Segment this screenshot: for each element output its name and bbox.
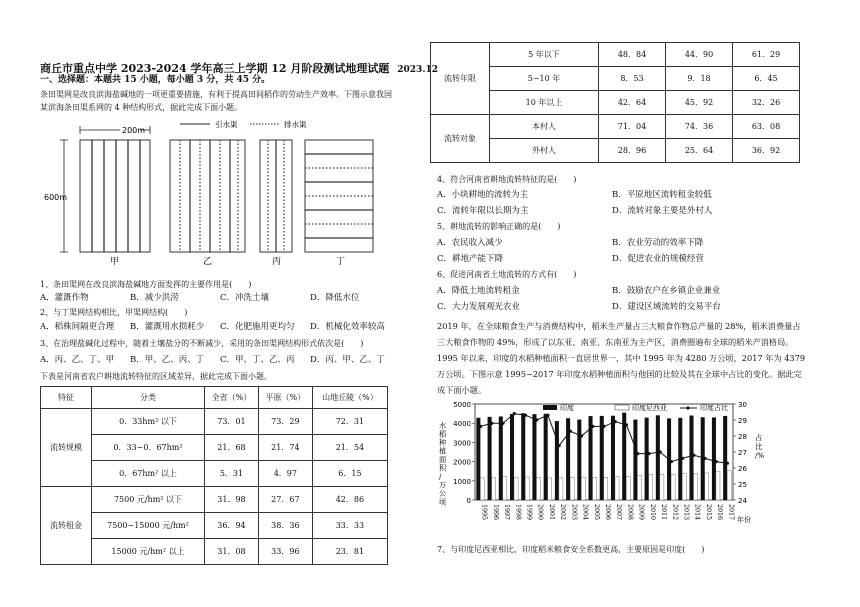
x-tick-label: 1999 bbox=[525, 504, 533, 521]
x-tick-label: 1996 bbox=[491, 504, 499, 521]
y-axis-label-char: / bbox=[439, 472, 442, 481]
q2-option-d[interactable]: D．机械化效率较高 bbox=[310, 322, 385, 332]
x-tick-label: 2003 bbox=[570, 504, 578, 521]
bar-india bbox=[476, 418, 480, 500]
scale-200m bbox=[80, 126, 150, 135]
cell: 42．86 bbox=[312, 487, 387, 513]
cell: 本村人 bbox=[490, 115, 599, 139]
label-bing: 丙 bbox=[272, 257, 282, 267]
x-tick-label: 2007 bbox=[615, 504, 623, 521]
x-tick-label: 1997 bbox=[503, 504, 511, 521]
q5-option-d[interactable]: D．促进农业的规模经营 bbox=[612, 254, 704, 264]
point-india-share bbox=[647, 452, 650, 455]
label-ding: 丁 bbox=[336, 257, 346, 267]
point-india-share bbox=[501, 422, 504, 425]
point-india-share bbox=[670, 460, 673, 463]
question-7: 7、与印度尼西亚相比，印度稻米粮食安全系数更高，主要原因是印度( ) bbox=[437, 545, 705, 554]
q1-option-c[interactable]: C．冲洗土壤 bbox=[220, 293, 270, 303]
x-tick-label: 2010 bbox=[648, 504, 656, 521]
cell: 73．01 bbox=[205, 409, 259, 435]
point-india-share bbox=[602, 425, 605, 428]
y2-tick-label: 24 bbox=[738, 497, 747, 505]
q1-option-d[interactable]: D．降低水位 bbox=[310, 293, 360, 303]
title-text: 商丘市重点中学 2023-2024 学年高三上学期 12 月阶段测试地理试题 bbox=[40, 62, 390, 75]
bar-india bbox=[488, 417, 492, 500]
cell: 31．98 bbox=[205, 487, 259, 513]
legend-swatch-india bbox=[543, 405, 557, 410]
legend-irrigation-label: 引水渠 bbox=[215, 120, 238, 129]
y-axis-label-char: 公 bbox=[439, 489, 447, 498]
table-row bbox=[41, 435, 388, 461]
x-tick-label: 2011 bbox=[660, 504, 668, 521]
legend-label-indonesia: 印度尼西亚 bbox=[632, 404, 667, 412]
passage-line-2: 三大粮食作物的 49%，形成了以东亚、南亚、东南亚为主产区，消费圈遍布全球的稻米产消格局。 bbox=[437, 337, 794, 347]
point-india-share bbox=[625, 423, 628, 426]
bar-indonesia bbox=[615, 477, 619, 500]
cell: 9．18 bbox=[666, 67, 733, 91]
y2-axis-label-char: 占 bbox=[755, 433, 763, 442]
y-tick-label: 2000 bbox=[453, 458, 471, 467]
table-row bbox=[41, 461, 388, 487]
point-india-share bbox=[614, 420, 617, 423]
x-tick-label: 2012 bbox=[671, 504, 679, 521]
question-6: 6、促进河南省土地流转的方式有( ) bbox=[437, 270, 577, 279]
y-axis-label-char: 万 bbox=[439, 480, 447, 490]
bar-indonesia bbox=[492, 478, 496, 500]
table-row bbox=[41, 539, 388, 565]
bar-indonesia bbox=[682, 474, 686, 500]
land-transfer-table-left bbox=[40, 386, 388, 565]
point-india-share bbox=[479, 425, 482, 428]
q4-option-b[interactable]: B．平原地区流转租金较低 bbox=[612, 190, 712, 200]
bar-indonesia bbox=[671, 474, 675, 500]
y-axis-label-char: 植 bbox=[439, 446, 447, 456]
section-heading: 一、选择题：本题共 15 小题，每小题 3 分，共 45 分。 bbox=[40, 75, 271, 85]
bar-india bbox=[510, 414, 514, 500]
title-date: 2023.12 bbox=[397, 65, 438, 75]
legend-label-share: 印度占比 bbox=[700, 404, 728, 412]
cell: 33．96 bbox=[258, 539, 312, 565]
label-jia: 甲 bbox=[110, 257, 120, 267]
q2-option-a[interactable]: A．稻株间隔更合理 bbox=[40, 322, 115, 332]
cell: 31．08 bbox=[205, 539, 259, 565]
y-tick-label: 3000 bbox=[453, 439, 471, 448]
cell: 0．33hm² 以下 bbox=[92, 409, 205, 435]
cell: 48．84 bbox=[599, 43, 666, 67]
passage-line-3: 1995 年以来，印度的水稻种植面积一直居世界一，其中 1995 年为 4280 万公顷，2017 年为 4379 bbox=[437, 353, 806, 363]
y-tick-label: 0 bbox=[466, 497, 471, 505]
x-tick-label: 2005 bbox=[592, 504, 600, 521]
bar-india bbox=[645, 418, 649, 500]
y2-tick-label: 26 bbox=[738, 465, 747, 473]
y2-tick-label: 29 bbox=[738, 417, 747, 425]
q6-option-a[interactable]: A．降低土地流转租金 bbox=[437, 286, 520, 296]
point-india-share bbox=[490, 422, 493, 425]
question-2: 2、与丁渠网结构相比，甲渠网结构( ) bbox=[40, 308, 188, 317]
land-transfer-table-right bbox=[430, 42, 800, 163]
rice-area-chart bbox=[437, 398, 777, 540]
cell: 15000 元/hm² 以上 bbox=[92, 539, 205, 565]
y-axis-label-char: 积 bbox=[439, 463, 447, 473]
cell: 63．08 bbox=[733, 115, 800, 139]
cell: 44．90 bbox=[666, 43, 733, 67]
cell: 6．45 bbox=[733, 67, 800, 91]
group-name: 流转规模 bbox=[41, 409, 92, 487]
cell: 4．97 bbox=[258, 461, 312, 487]
point-india-share bbox=[692, 454, 695, 457]
question-3: 3、在治理盐碱化过程中，随着土壤盐分的不断减少，采用的条田渠网结构形式依次是( ) bbox=[40, 339, 364, 348]
q2-option-c[interactable]: C．化肥施用更均匀 bbox=[220, 322, 295, 332]
point-india-share bbox=[703, 457, 706, 460]
x-tick-label: 1995 bbox=[480, 504, 488, 521]
cell: 外村人 bbox=[490, 139, 599, 163]
x-tick-label: 2004 bbox=[581, 504, 589, 521]
legend-swatch-indonesia bbox=[615, 405, 629, 410]
q3-option-b[interactable]: B．甲、乙、丙、丁 bbox=[130, 355, 205, 365]
passage-line-5: 成下面小题。 bbox=[437, 385, 487, 395]
cell: 0．33~0．67hm² bbox=[92, 435, 205, 461]
point-india-share bbox=[726, 462, 729, 465]
bar-indonesia bbox=[480, 478, 484, 500]
bar-india bbox=[611, 416, 615, 500]
canal-network-diagram bbox=[40, 118, 380, 268]
table-row bbox=[41, 487, 388, 513]
bar-indonesia bbox=[727, 471, 731, 500]
bar-indonesia bbox=[570, 477, 574, 500]
bar-indonesia bbox=[525, 477, 529, 500]
q3-option-c[interactable]: C．甲、丁、乙、丙 bbox=[220, 355, 295, 365]
label-yi: 乙 bbox=[203, 257, 213, 267]
x-tick-label: 2001 bbox=[547, 504, 555, 521]
q5-option-b[interactable]: B．农业劳动的效率下降 bbox=[612, 238, 704, 248]
intro-line-1: 条田渠网是改良滨海盐碱地的一项更重要措施，有利于提高田间稻作的劳动生产效率。下图示意我国 bbox=[40, 90, 392, 99]
legend-drainage bbox=[250, 119, 307, 129]
y2-axis-label-char: 比 bbox=[755, 442, 763, 451]
cell: 8．53 bbox=[599, 67, 666, 91]
cell: 32．26 bbox=[733, 91, 800, 115]
table-row bbox=[41, 513, 388, 539]
point-india-share bbox=[658, 450, 661, 453]
header-plain: 平原（%） bbox=[258, 387, 312, 409]
point-india-share bbox=[715, 460, 718, 463]
x-tick-label: 2015 bbox=[704, 504, 712, 521]
cell: 28．96 bbox=[599, 139, 666, 163]
pattern-bing bbox=[260, 140, 292, 252]
point-india-share bbox=[535, 418, 538, 421]
cell: 21．68 bbox=[205, 435, 259, 461]
pattern-yi bbox=[170, 140, 245, 252]
cell: 21．54 bbox=[312, 435, 387, 461]
point-india-share bbox=[636, 452, 639, 455]
pattern-ding bbox=[305, 140, 373, 252]
header-province: 全省（%） bbox=[205, 387, 259, 409]
bar-indonesia bbox=[660, 475, 664, 500]
point-india-share bbox=[591, 425, 594, 428]
q3-option-d[interactable]: D．丙、甲、乙、丁 bbox=[310, 355, 385, 365]
q2-option-b[interactable]: B．灌溉用水损耗少 bbox=[130, 322, 205, 332]
question-4: 4、符合河南省耕地流转特征的是( ) bbox=[437, 175, 577, 184]
y2-tick-label: 30 bbox=[738, 401, 747, 409]
table-row bbox=[431, 43, 800, 67]
cell: 73．29 bbox=[258, 409, 312, 435]
y2-tick-label: 28 bbox=[738, 433, 747, 441]
bar-indonesia bbox=[604, 477, 608, 500]
x-tick-label: 2016 bbox=[716, 504, 724, 521]
bar-india bbox=[532, 414, 536, 500]
bar-indonesia bbox=[503, 477, 507, 500]
bar-india bbox=[577, 420, 581, 500]
cell: 7500~15000 元/hm² bbox=[92, 513, 205, 539]
y-axis-label-char: 面 bbox=[439, 455, 447, 464]
bar-indonesia bbox=[559, 478, 563, 500]
bar-indonesia bbox=[548, 478, 552, 500]
bar-india bbox=[521, 413, 525, 500]
legend-irrigation bbox=[180, 119, 238, 129]
y-tick-label: 4000 bbox=[453, 420, 471, 429]
bar-india bbox=[555, 421, 559, 500]
x-tick-label: 2006 bbox=[604, 504, 611, 521]
point-india-share bbox=[513, 412, 516, 415]
x-tick-label: 2017 bbox=[727, 504, 735, 521]
cell: 5 年以下 bbox=[490, 43, 599, 67]
x-tick-label: 2009 bbox=[637, 504, 645, 521]
bar-indonesia bbox=[705, 473, 709, 500]
q4-option-a[interactable]: A．小块耕地的流转为主 bbox=[437, 190, 529, 200]
y-tick-label: 1000 bbox=[453, 477, 471, 486]
bar-india bbox=[633, 420, 637, 500]
q1-option-a[interactable]: A．灌溉作物 bbox=[40, 293, 89, 303]
point-india-share bbox=[524, 414, 527, 417]
bar-indonesia bbox=[626, 476, 630, 500]
bar-india bbox=[656, 415, 660, 500]
cell: 38．36 bbox=[258, 513, 312, 539]
cell: 71．04 bbox=[599, 115, 666, 139]
q6-option-b[interactable]: B．鼓励农户在乡镇企业兼业 bbox=[612, 286, 721, 296]
intro-line-2: 某滨海条田渠系网的 4 种结构形式，据此完成下面小题。 bbox=[40, 103, 243, 112]
bar-india bbox=[544, 414, 548, 500]
question-1: 1、条田渠网在改良滨海盐碱地方面发挥的主要作用是( ) bbox=[40, 280, 252, 289]
cell: 0．67hm² 以上 bbox=[92, 461, 205, 487]
cell: 27．67 bbox=[258, 487, 312, 513]
passage-line-1: 2019 年，在全球粮食生产与消费结构中，稻米生产量占三大粮食作物总产量的 28%，稻米消费量占 bbox=[437, 321, 801, 331]
bar-indonesia bbox=[593, 477, 597, 500]
legend-swatch-share-dot bbox=[686, 406, 689, 409]
bar-indonesia bbox=[637, 475, 641, 500]
q6-option-d[interactable]: D．建设区域流转的交易平台 bbox=[612, 302, 721, 312]
q5-option-c[interactable]: C．耕地产能下降 bbox=[437, 254, 504, 264]
cell: 23．81 bbox=[312, 539, 387, 565]
legend-drainage-label: 排水渠 bbox=[284, 120, 307, 129]
group-name: 流转租金 bbox=[41, 487, 92, 565]
bar-indonesia bbox=[716, 472, 720, 500]
y2-tick-label: 27 bbox=[738, 449, 747, 457]
q4-option-c[interactable]: C．流转年限以长期为主 bbox=[437, 206, 529, 216]
bar-indonesia bbox=[694, 474, 698, 500]
cell: 6．15 bbox=[312, 461, 387, 487]
q4-option-d[interactable]: D．流转对象主要是外村人 bbox=[612, 206, 713, 216]
x-tick-label: 2002 bbox=[559, 504, 567, 521]
group-name: 流转年限 bbox=[431, 43, 490, 115]
y-axis-label-char: 水 bbox=[439, 421, 447, 430]
cell: 33．33 bbox=[312, 513, 387, 539]
bar-india bbox=[499, 416, 503, 500]
cell: 25．64 bbox=[666, 139, 733, 163]
pattern-jia bbox=[80, 140, 150, 252]
x-tick-label: 2008 bbox=[626, 504, 634, 521]
point-india-share bbox=[681, 457, 684, 460]
y-axis-label-char: 稻 bbox=[439, 429, 447, 439]
bar-india bbox=[712, 417, 716, 500]
bar-indonesia bbox=[649, 475, 653, 500]
cell: 5~10 年 bbox=[490, 67, 599, 91]
q5-option-a[interactable]: A．农民收入减少 bbox=[437, 238, 503, 248]
header-feature: 特征 bbox=[41, 387, 92, 409]
point-india-share bbox=[580, 434, 583, 437]
y-tick-label: 5000 bbox=[453, 401, 471, 409]
header-hill: 山地丘陵（%） bbox=[312, 387, 387, 409]
cell: 36．94 bbox=[205, 513, 259, 539]
table-row bbox=[41, 409, 388, 435]
bar-indonesia bbox=[581, 477, 585, 500]
x-tick-label: 1998 bbox=[514, 504, 522, 521]
cell: 45．92 bbox=[666, 91, 733, 115]
cell: 74．36 bbox=[666, 115, 733, 139]
cell: 10 年以上 bbox=[490, 91, 599, 115]
x-tick-label: 2014 bbox=[693, 504, 701, 521]
height-label: 600m bbox=[44, 193, 68, 202]
point-india-share bbox=[558, 444, 561, 447]
y2-axis-label-char: /% bbox=[755, 451, 765, 460]
y2-tick-label: 25 bbox=[738, 481, 747, 489]
y-axis-label-char: 种 bbox=[439, 438, 447, 447]
cell: 36．92 bbox=[733, 139, 800, 163]
point-india-share bbox=[546, 414, 549, 417]
bar-indonesia bbox=[536, 477, 540, 500]
cell: 61．29 bbox=[733, 43, 800, 67]
point-india-share bbox=[569, 430, 572, 433]
table-row bbox=[431, 115, 800, 139]
bar-indonesia bbox=[514, 478, 518, 500]
table-intro: 下表是河南省农户耕地流转特征的区域差异，据此完成下面小题。 bbox=[40, 372, 272, 381]
group-name: 流转对象 bbox=[431, 115, 490, 163]
q6-option-c[interactable]: C．大力发展观光农业 bbox=[437, 302, 521, 312]
header-category: 分类 bbox=[92, 387, 205, 409]
x-tick-label: 2000 bbox=[536, 504, 544, 521]
q1-option-b[interactable]: B．减少洪涝 bbox=[130, 293, 179, 303]
x-tick-label: 2013 bbox=[682, 504, 690, 521]
y-axis-label-char: 顷 bbox=[439, 497, 447, 507]
cell: 21．74 bbox=[258, 435, 312, 461]
bar-india bbox=[723, 416, 727, 500]
cell: 5．31 bbox=[205, 461, 259, 487]
bar-india bbox=[689, 416, 693, 500]
cell: 7500 元/hm² 以下 bbox=[92, 487, 205, 513]
bar-india bbox=[600, 416, 604, 500]
legend-label-india: 印度 bbox=[560, 404, 574, 412]
passage-line-4: 万公顷。下图示意 1995~2017 年印度水稻种植面积与他国的比较及其在全球中占比的变化。据此完 bbox=[437, 369, 802, 379]
passage bbox=[437, 318, 822, 398]
cell: 72．31 bbox=[312, 409, 387, 435]
cell: 42．64 bbox=[599, 91, 666, 115]
question-5: 5、耕地流转的影响正确的是( ) bbox=[437, 222, 561, 231]
scale-label: 200m bbox=[122, 126, 146, 135]
q3-option-a[interactable]: A．丙、乙、丁、甲 bbox=[40, 355, 115, 365]
x-axis-label: 年份 bbox=[737, 516, 751, 524]
